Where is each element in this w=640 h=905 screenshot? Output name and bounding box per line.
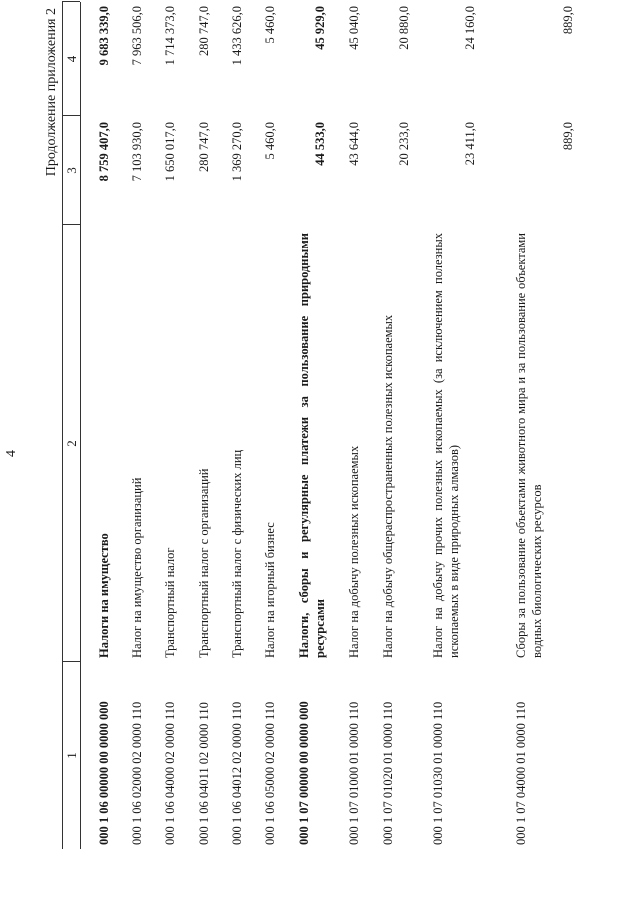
table-row-name: Налог на имущество организаций <box>130 477 144 658</box>
table-row-name: Налог на добычу полезных ископаемых <box>347 445 361 658</box>
continuation-note: Продолжение приложения 2 <box>44 8 59 177</box>
table-row-code: 000 1 06 04000 02 0000 110 <box>163 701 177 845</box>
table-row-name: Транспортный налог с физических лиц <box>230 449 244 658</box>
table-row-name: Налог на добычу общераспространенных полезных ископаемых <box>381 314 395 658</box>
header-col-2: 2 <box>64 440 79 447</box>
table-row-name: Налоги на имущество <box>97 533 111 658</box>
table-top-border <box>62 2 63 849</box>
table-row-value-col4: 45 929,0 <box>313 6 327 50</box>
table-row-value-col3: 8 759 407,0 <box>97 122 111 182</box>
table-row-code: 000 1 06 00000 00 0000 000 <box>97 701 111 845</box>
table-row-code: 000 1 06 04011 02 0000 110 <box>197 702 211 845</box>
table-row-name: Сборы за пользование объектами животного мира и за пользование объектами водных биологических ресурсов <box>514 233 544 658</box>
table-row-value-col4: 280 747,0 <box>197 6 211 56</box>
table-row-value-col3: 5 460,0 <box>263 122 277 160</box>
table-row-value-col3: 889,0 <box>561 122 575 151</box>
table-row-value-col3: 23 411,0 <box>463 122 477 166</box>
header-col-3: 3 <box>64 167 79 174</box>
table-row-code: 000 1 06 05000 02 0000 110 <box>263 701 277 845</box>
table-row-name: Транспортный налог с организаций <box>197 468 211 658</box>
table-row-value-col3: 7 103 930,0 <box>130 122 144 182</box>
table-row-code: 000 1 07 04000 01 0000 110 <box>514 701 528 845</box>
page-number: 4 <box>4 450 19 457</box>
table-row-name: Транспортный налог <box>163 547 177 658</box>
header-bottom-border <box>80 2 81 849</box>
table-row-name: Налог на игорный бизнес <box>263 522 277 658</box>
table-row-value-col3: 20 233,0 <box>397 122 411 166</box>
table-row-value-col4: 45 040,0 <box>347 6 361 50</box>
table-row-code: 000 1 06 02000 02 0000 110 <box>130 701 144 845</box>
table-row-value-col3: 1 650 017,0 <box>163 122 177 182</box>
table-row-code: 000 1 07 00000 00 0000 000 <box>297 701 311 845</box>
header-col-1: 1 <box>64 752 79 759</box>
table-row-value-col3: 43 644,0 <box>347 122 361 166</box>
table-row-name: Налоги, сборы и регулярные платежи за пользование природными ресурсами <box>297 233 327 658</box>
table-row-code: 000 1 07 01020 01 0000 110 <box>381 701 395 845</box>
table-row-value-col4: 1 433 626,0 <box>230 6 244 66</box>
table-row-name: Налог на добычу прочих полезных ископаемых (за исключением полезных ископаемых в виде природных алмазов) <box>431 233 461 658</box>
table-row-value-col3: 1 369 270,0 <box>230 122 244 182</box>
table-row-value-col4: 9 683 339,0 <box>97 6 111 66</box>
table-row-code: 000 1 07 01000 01 0000 110 <box>347 701 361 845</box>
table-row-code: 000 1 07 01030 01 0000 110 <box>431 701 445 845</box>
header-col-4: 4 <box>64 55 79 63</box>
table-row-value-col3: 44 533,0 <box>313 122 327 166</box>
table-row-value-col4: 24 160,0 <box>463 6 477 50</box>
table-row-value-col4: 20 880,0 <box>397 6 411 50</box>
table-row-value-col4: 5 460,0 <box>263 6 277 44</box>
table-row-value-col4: 889,0 <box>561 6 575 35</box>
table-row-value-col4: 7 963 506,0 <box>130 6 144 66</box>
table-row-value-col4: 1 714 373,0 <box>163 6 177 66</box>
table-row-code: 000 1 06 04012 02 0000 110 <box>230 701 244 845</box>
table-row-value-col3: 280 747,0 <box>197 122 211 172</box>
